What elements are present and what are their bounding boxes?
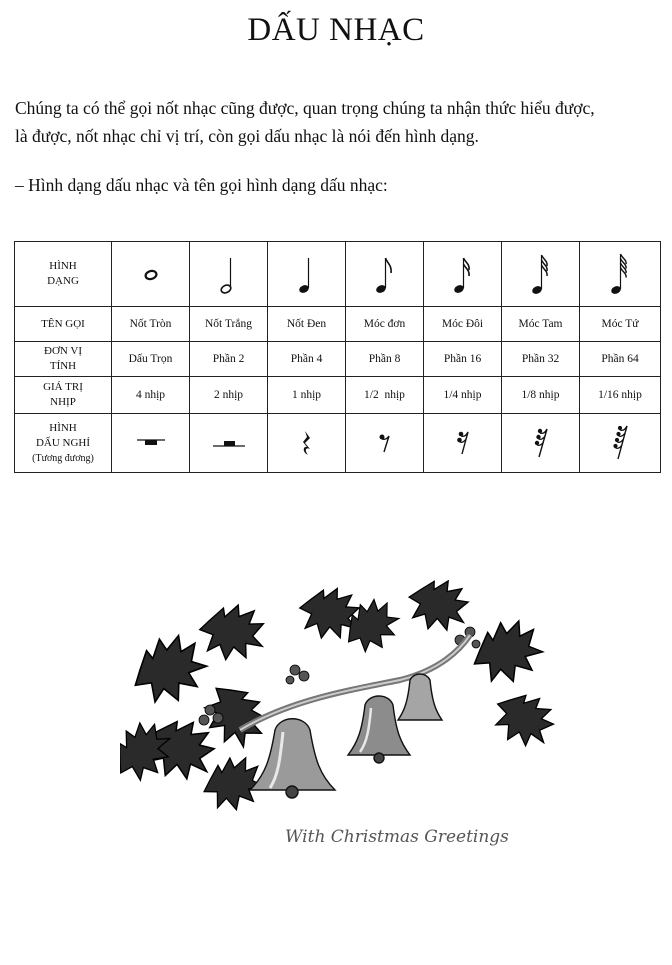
row-header-value (15, 377, 112, 414)
table-cell: Móc Tứ (580, 307, 661, 342)
row-header-text: HÌNH (49, 260, 77, 272)
sixteenth-rest-icon (424, 414, 502, 473)
whole-note-icon (112, 242, 190, 307)
table-cell: 4 nhịp (112, 377, 190, 414)
table-cell: Móc Tam (502, 307, 580, 342)
table-cell: Dấu Trọn (112, 342, 190, 377)
sixteenth-note-icon (424, 242, 502, 307)
row-header-text: (Tương đương) (32, 452, 94, 464)
table-cell: Móc đơn (346, 307, 424, 342)
row-header-unit (15, 342, 112, 377)
table-cell: Phần 4 (268, 342, 346, 377)
note-values-table (14, 241, 661, 473)
quarter-rest-icon (268, 414, 346, 473)
table-cell: Nốt Đen (268, 307, 346, 342)
thirty-second-rest-icon (502, 414, 580, 473)
table-cell: 1/2 nhịp (346, 377, 424, 414)
table-cell: 1/4 nhịp (424, 377, 502, 414)
row-header-text: NHỊP (50, 396, 76, 408)
row-header-text: ĐƠN VỊ (44, 345, 82, 357)
christmas-bells-holly-icon (120, 580, 560, 865)
table-cell: Phần 2 (190, 342, 268, 377)
half-note-icon (190, 242, 268, 307)
intro-bullet: – Hình dạng dấu nhạc và tên gọi hình dạng dấu nhạc: (15, 175, 388, 195)
table-cell: Nốt Trắng (190, 307, 268, 342)
row-header-shape (15, 242, 112, 307)
table-row (15, 242, 661, 307)
table-cell: Phần 64 (580, 342, 661, 377)
table-row (15, 414, 661, 473)
row-header-text: HÌNH (49, 421, 77, 434)
intro-paragraph (15, 94, 665, 150)
eighth-rest-icon (346, 414, 424, 473)
eighth-note-icon (346, 242, 424, 307)
thirty-second-note-icon (502, 242, 580, 307)
row-header-rest (15, 414, 112, 473)
table-cell: Nốt Tròn (112, 307, 190, 342)
row-header-text: DẠNG (47, 275, 79, 287)
table-cell: 1/8 nhịp (502, 377, 580, 414)
row-header-text: GIÁ TRỊ (43, 381, 83, 393)
illustration-caption: With Christmas Greetings (285, 827, 509, 847)
half-rest-icon (190, 414, 268, 473)
intro-line-2: là được, nốt nhạc chỉ vị trí, còn gọi dấu nhạc là nói đến hình dạng. (15, 126, 479, 146)
table-cell: Phần 16 (424, 342, 502, 377)
row-header-text: TÍNH (49, 360, 77, 372)
table-cell: Móc Đôi (424, 307, 502, 342)
table-cell: 2 nhịp (190, 377, 268, 414)
table-row (15, 377, 661, 414)
sixty-fourth-note-icon (580, 242, 661, 307)
table-row (15, 307, 661, 342)
table-cell: Phần 8 (346, 342, 424, 377)
intro-line-1: Chúng ta có thể gọi nốt nhạc cũng được, quan trọng chúng ta nhận thức hiểu được, (15, 98, 595, 118)
table-cell: 1/16 nhịp (580, 377, 661, 414)
table-cell: 1 nhịp (268, 377, 346, 414)
whole-rest-icon (112, 414, 190, 473)
row-header-name: TÊN GỌI (15, 307, 112, 342)
page-title: DẤU NHẠC (247, 12, 425, 48)
quarter-note-icon (268, 242, 346, 307)
row-header-text: DẤU NGHỈ (35, 436, 91, 449)
sixty-fourth-rest-icon (580, 414, 661, 473)
table-cell: Phần 32 (502, 342, 580, 377)
table-row (15, 342, 661, 377)
